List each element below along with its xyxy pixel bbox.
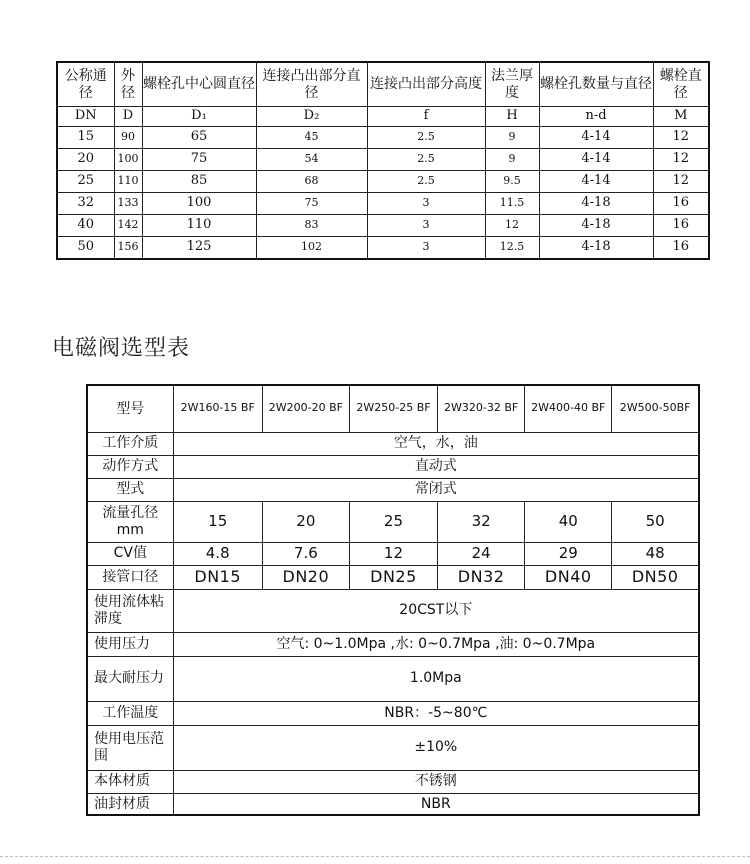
port-cell: DN32 — [438, 565, 525, 589]
table-cell: 3 — [367, 237, 485, 260]
temp-row — [87, 701, 699, 725]
medium-label: 工作介质 — [87, 432, 173, 455]
table-cell: 11.5 — [485, 193, 539, 215]
table-cell: 2.5 — [367, 127, 485, 149]
model-cell: 2W200-20 BF — [262, 385, 349, 432]
flange-header-row — [57, 62, 709, 107]
type-value: 常闭式 — [173, 478, 699, 501]
table-cell: 15 — [57, 127, 114, 149]
pressure-label: 使用压力 — [87, 632, 173, 656]
table-cell: 75 — [142, 149, 256, 171]
table-cell: 75 — [256, 193, 367, 215]
seal-value: NBR — [173, 793, 699, 815]
port-cell: DN40 — [525, 565, 612, 589]
table-cell: 68 — [256, 171, 367, 193]
flange-header-cell: 螺栓孔数量与直径 — [539, 62, 653, 107]
model-label: 型号 — [87, 385, 173, 432]
table-row — [57, 215, 709, 237]
section-title: 电磁阀选型表 — [52, 336, 191, 361]
table-row — [57, 171, 709, 193]
table-cell: 12.5 — [485, 237, 539, 260]
orifice-cell: 32 — [438, 501, 525, 542]
flange-header-cell: 外径 — [114, 62, 142, 107]
flange-header-cell: 法兰厚度 — [485, 62, 539, 107]
port-cell: DN15 — [173, 565, 262, 589]
seal-label: 油封材质 — [87, 793, 173, 815]
flange-header-cell: 公称通径 — [57, 62, 114, 107]
model-row — [87, 385, 699, 432]
pressure-row — [87, 632, 699, 656]
voltage-label: 使用电压范围 — [87, 725, 173, 770]
body-value: 不锈钢 — [173, 770, 699, 793]
model-cell: 2W250-25 BF — [349, 385, 437, 432]
table-cell: 100 — [114, 149, 142, 171]
table-cell: 16 — [653, 193, 709, 215]
flange-symbol-cell: n-d — [539, 107, 653, 127]
flange-symbol-cell: D₂ — [256, 107, 367, 127]
table-row — [57, 127, 709, 149]
table-cell: 16 — [653, 237, 709, 260]
flange-header-cell: 螺栓孔中心圆直径 — [142, 62, 256, 107]
action-label: 动作方式 — [87, 455, 173, 478]
table-cell: 50 — [57, 237, 114, 260]
orifice-cell: 25 — [349, 501, 437, 542]
max-pressure-row — [87, 656, 699, 701]
flange-symbol-cell: D₁ — [142, 107, 256, 127]
orifice-cell: 15 — [173, 501, 262, 542]
table-cell: 4-18 — [539, 237, 653, 260]
flange-symbol-cell: D — [114, 107, 142, 127]
orifice-label: 流量孔径 mm — [87, 501, 173, 542]
table-cell: 4-14 — [539, 149, 653, 171]
pressure-value: 空气: 0~1.0Mpa ,水: 0~0.7Mpa ,油: 0~0.7Mpa — [173, 632, 699, 656]
port-cell: DN25 — [349, 565, 437, 589]
cv-cell: 29 — [525, 542, 612, 565]
valve-selection-table — [86, 384, 700, 816]
table-cell: 133 — [114, 193, 142, 215]
seal-row — [87, 793, 699, 815]
table-cell: 32 — [57, 193, 114, 215]
table-cell: 4-18 — [539, 215, 653, 237]
orifice-row — [87, 501, 699, 542]
type-label: 型式 — [87, 478, 173, 501]
table-cell: 20 — [57, 149, 114, 171]
flange-symbol-cell: H — [485, 107, 539, 127]
cv-cell: 48 — [612, 542, 699, 565]
max-pressure-value: 1.0Mpa — [173, 656, 699, 701]
table-row — [57, 237, 709, 260]
orifice-cell: 50 — [612, 501, 699, 542]
cv-cell: 24 — [438, 542, 525, 565]
table-cell: 12 — [485, 215, 539, 237]
max-pressure-label: 最大耐压力 — [87, 656, 173, 701]
table-cell: 3 — [367, 193, 485, 215]
table-row — [57, 193, 709, 215]
port-label: 接管口径 — [87, 565, 173, 589]
temp-value: NBR：-5~80℃ — [173, 701, 699, 725]
flange-symbol-cell: DN — [57, 107, 114, 127]
table-cell: 100 — [142, 193, 256, 215]
table-cell: 9 — [485, 127, 539, 149]
flange-dimension-table — [56, 61, 710, 260]
voltage-value: ±10% — [173, 725, 699, 770]
table-cell: 85 — [142, 171, 256, 193]
action-row — [87, 455, 699, 478]
body-row — [87, 770, 699, 793]
table-cell: 110 — [114, 171, 142, 193]
table-cell: 12 — [653, 149, 709, 171]
table-cell: 90 — [114, 127, 142, 149]
cv-cell: 12 — [349, 542, 437, 565]
table-cell: 54 — [256, 149, 367, 171]
cv-cell: 4.8 — [173, 542, 262, 565]
table-cell: 156 — [114, 237, 142, 260]
flange-symbol-cell: M — [653, 107, 709, 127]
table-row — [57, 149, 709, 171]
table-cell: 110 — [142, 215, 256, 237]
cv-label: CV值 — [87, 542, 173, 565]
model-cell: 2W400-40 BF — [525, 385, 612, 432]
model-cell: 2W500-50BF — [612, 385, 699, 432]
table-cell: 142 — [114, 215, 142, 237]
table-cell: 4-18 — [539, 193, 653, 215]
type-row — [87, 478, 699, 501]
table-cell: 45 — [256, 127, 367, 149]
table-cell: 9 — [485, 149, 539, 171]
flange-header-cell: 连接凸出部分高度 — [367, 62, 485, 107]
table-cell: 9.5 — [485, 171, 539, 193]
cv-cell: 7.6 — [262, 542, 349, 565]
table-cell: 40 — [57, 215, 114, 237]
table-cell: 65 — [142, 127, 256, 149]
temp-label: 工作温度 — [87, 701, 173, 725]
medium-row — [87, 432, 699, 455]
viscosity-label: 使用流体粘滞度 — [87, 589, 173, 632]
table-cell: 102 — [256, 237, 367, 260]
flange-symbol-row — [57, 107, 709, 127]
viscosity-row — [87, 589, 699, 632]
table-cell: 16 — [653, 215, 709, 237]
body-label: 本体材质 — [87, 770, 173, 793]
orifice-cell: 40 — [525, 501, 612, 542]
table-cell: 2.5 — [367, 149, 485, 171]
medium-value: 空气，水，油 — [173, 432, 699, 455]
table-cell: 2.5 — [367, 171, 485, 193]
table-cell: 12 — [653, 127, 709, 149]
port-cell: DN20 — [262, 565, 349, 589]
cv-row — [87, 542, 699, 565]
action-value: 直动式 — [173, 455, 699, 478]
table-cell: 12 — [653, 171, 709, 193]
voltage-row — [87, 725, 699, 770]
table-cell: 125 — [142, 237, 256, 260]
flange-header-cell: 连接凸出部分直径 — [256, 62, 367, 107]
bottom-divider — [0, 856, 750, 857]
table-cell: 3 — [367, 215, 485, 237]
model-cell: 2W160-15 BF — [173, 385, 262, 432]
viscosity-value: 20CST以下 — [173, 589, 699, 632]
table-cell: 4-14 — [539, 127, 653, 149]
flange-header-cell: 螺栓直径 — [653, 62, 709, 107]
port-cell: DN50 — [612, 565, 699, 589]
port-row — [87, 565, 699, 589]
table-cell: 83 — [256, 215, 367, 237]
flange-symbol-cell: f — [367, 107, 485, 127]
orifice-cell: 20 — [262, 501, 349, 542]
table-cell: 25 — [57, 171, 114, 193]
table-cell: 4-14 — [539, 171, 653, 193]
model-cell: 2W320-32 BF — [438, 385, 525, 432]
